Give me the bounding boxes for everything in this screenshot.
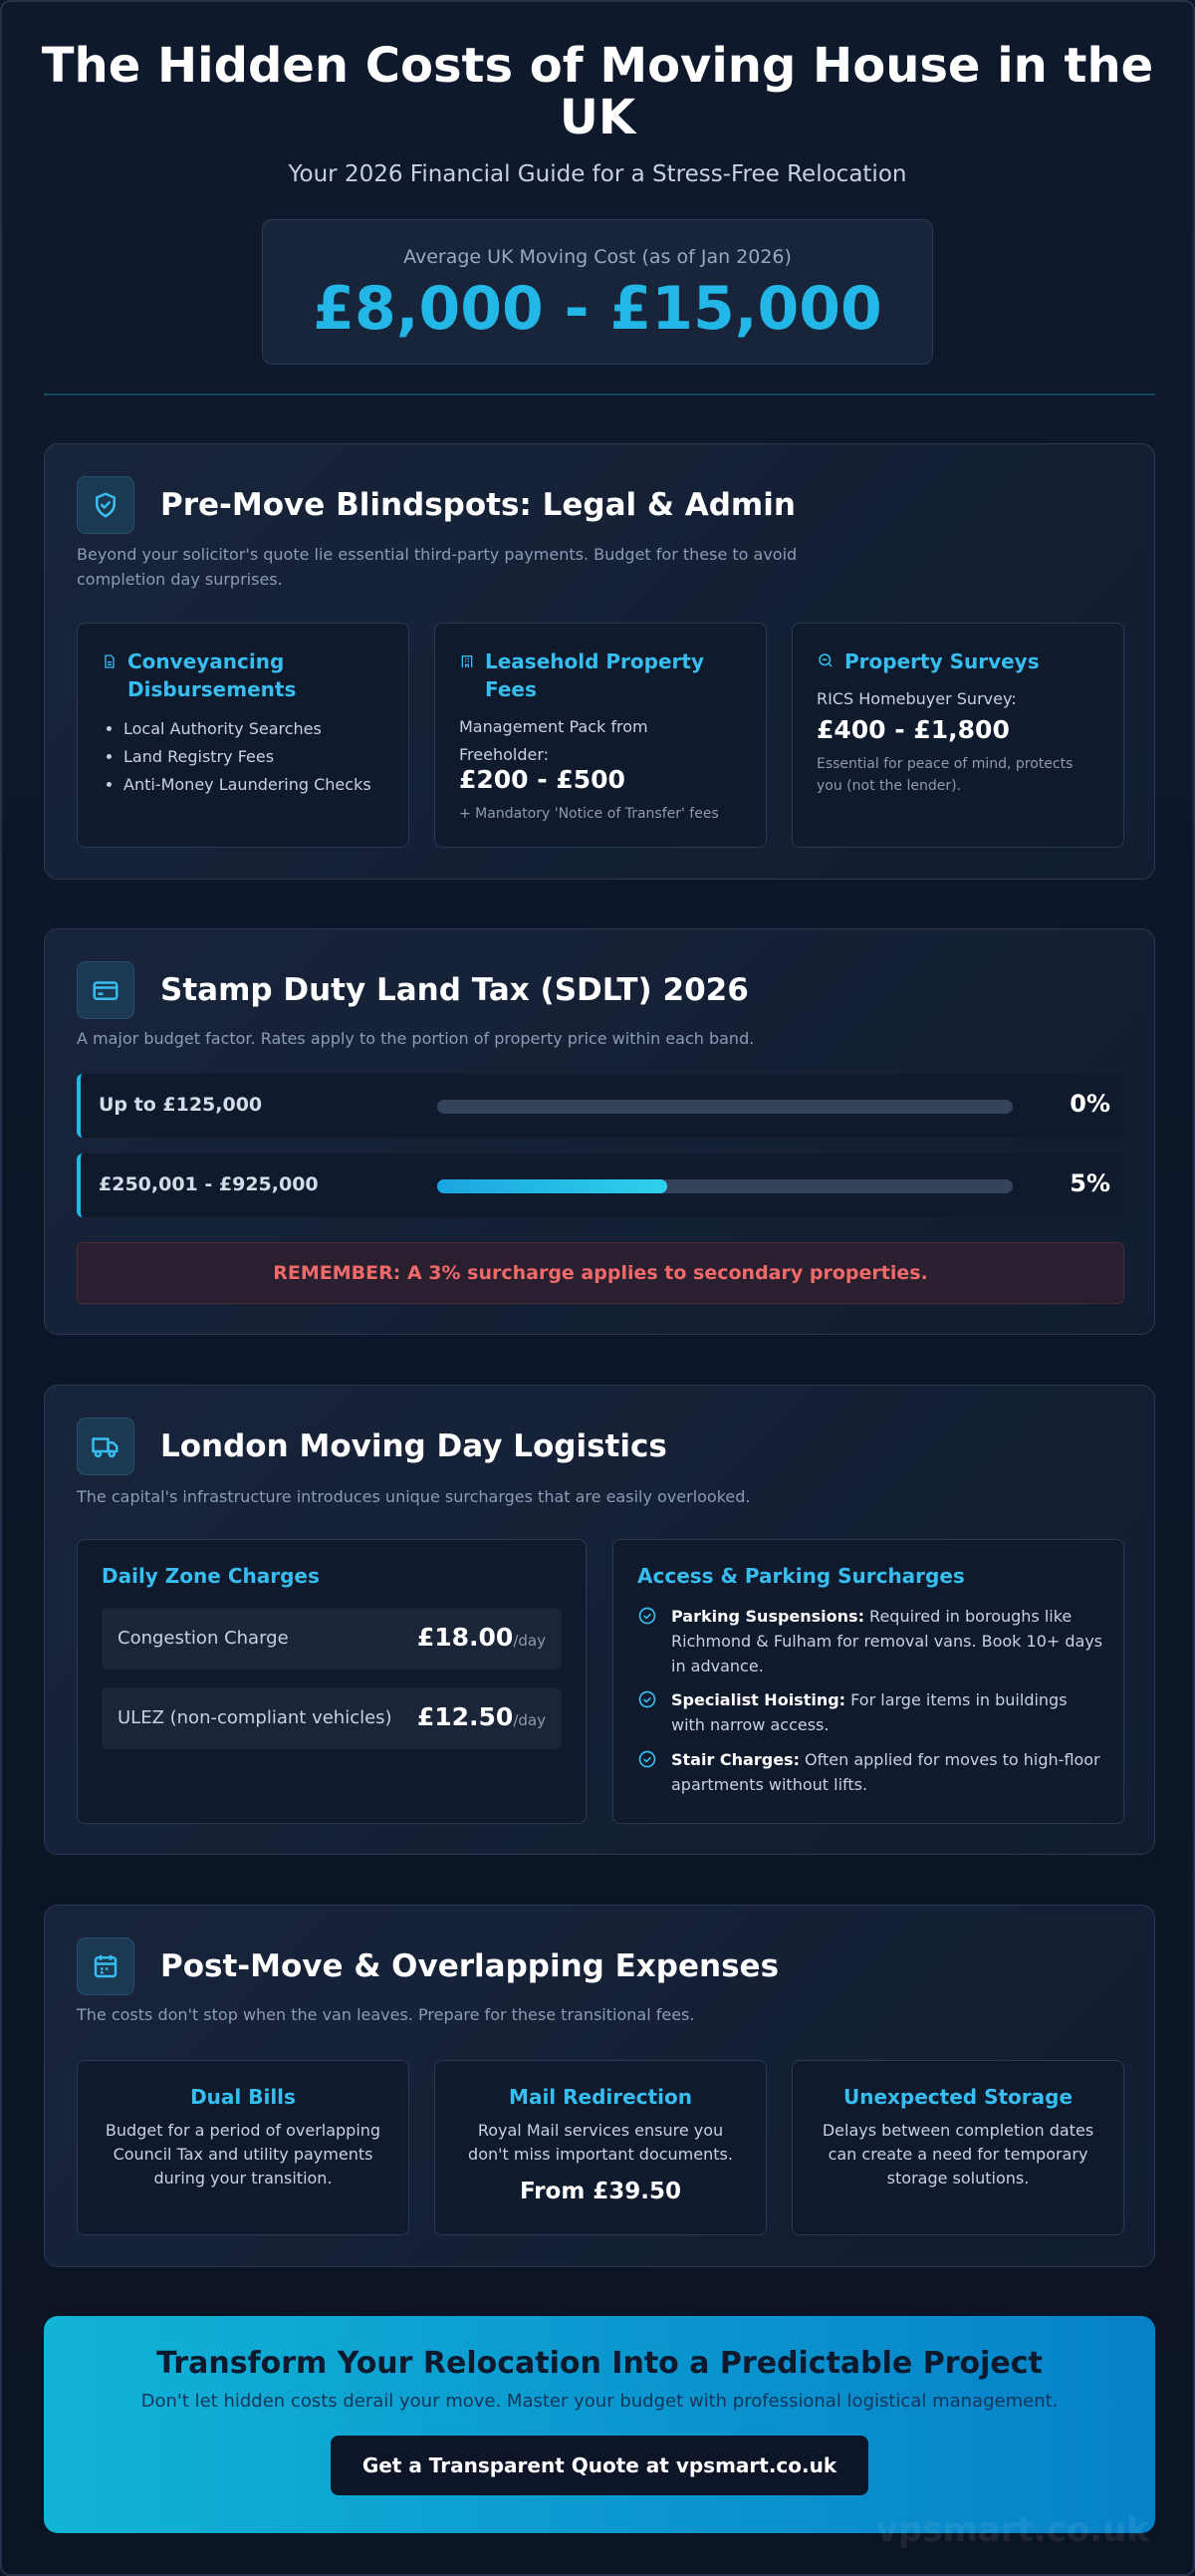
cta-banner — [44, 2316, 1155, 2533]
leasehold-price: £200 - £500 — [459, 765, 625, 794]
mail-redirection-card — [434, 2060, 767, 2235]
london-desc: The capital's infrastructure introduces unique surcharges that are easily overlooked. — [77, 1487, 751, 1506]
premove-title: Pre-Move Blindspots: Legal & Admin — [160, 487, 796, 523]
shield-check-icon — [77, 476, 134, 534]
watermark: vpsmart.co.uk — [875, 2510, 1149, 2550]
postmove-desc: The costs don't stop when the van leaves. Prepare for these transitional fees. — [77, 2005, 695, 2024]
sdlt-desc: A major budget factor. Rates apply to the portion of property price within each band. — [77, 1029, 755, 1048]
list-item: • Land Registry Fees — [123, 743, 392, 771]
conveyancing-title: Conveyancing Disbursements — [127, 649, 297, 701]
surveys-price: £400 - £1,800 — [817, 715, 1010, 744]
surveys-title: Property Surveys — [844, 649, 1040, 673]
surcharge-warning: REMEMBER: A 3% surcharge applies to secondary properties. — [77, 1242, 1124, 1304]
magnify-icon — [817, 651, 835, 675]
zone-charges-title: Daily Zone Charges — [102, 1564, 320, 1588]
page-title: The Hidden Costs of Moving House in the UK — [41, 38, 1154, 145]
card-price: From £39.50 — [519, 2179, 682, 2204]
zone-name: Congestion Charge — [118, 1628, 289, 1649]
get-quote-button[interactable]: Get a Transparent Quote at vpsmart.co.uk — [331, 2436, 868, 2495]
card-icon — [77, 961, 134, 1019]
storage-card — [792, 2060, 1124, 2235]
page-subtitle: Your 2026 Financial Guide for a Stress-Free Relocation — [288, 161, 907, 187]
leasehold-title: Leasehold Property Fees — [485, 649, 704, 701]
hero — [2, 2, 1193, 365]
check-circle-icon — [637, 1606, 659, 1678]
cta-title: Transform Your Relocation Into a Predictable Project — [156, 2346, 1043, 2381]
conveyancing-list — [123, 715, 392, 799]
leasehold-note: + Mandatory 'Notice of Transfer' fees — [459, 806, 719, 822]
conveyancing-card — [77, 623, 409, 848]
list-item: • Local Authority Searches — [123, 715, 392, 743]
leasehold-card — [434, 623, 767, 848]
check-circle-icon — [637, 1689, 659, 1737]
surveys-note: Essential for peace of mind, protects you (not the lender). — [817, 756, 1074, 794]
sdlt-band-row — [77, 1074, 1124, 1138]
band-label: £250,001 - £925,000 — [99, 1173, 319, 1195]
sdlt-section — [44, 928, 1155, 1335]
card-title: Dual Bills — [190, 2085, 296, 2109]
surveys-text: RICS Homebuyer Survey: — [817, 689, 1017, 708]
access-surcharges-card — [612, 1539, 1124, 1824]
card-text: Budget for a period of overlapping Council Tax and utility payments during your transition. — [105, 2121, 381, 2188]
band-rate: 5% — [1070, 1169, 1110, 1197]
zone-price: £18.00/day — [416, 1623, 546, 1652]
calendar-icon — [77, 1937, 134, 1995]
truck-icon — [77, 1417, 134, 1475]
premove-section — [44, 443, 1155, 880]
average-cost-value: £8,000 - £15,000 — [313, 274, 882, 344]
surveys-card — [792, 623, 1124, 848]
band-bar-fill — [437, 1179, 667, 1193]
band-bar-track — [437, 1100, 1013, 1114]
card-title: Unexpected Storage — [842, 2085, 1074, 2109]
cta-desc: Don't let hidden costs derail your move. Master your budget with professional logistical management. — [140, 2391, 1059, 2412]
average-cost-label: Average UK Moving Cost (as of Jan 2026) — [403, 246, 792, 268]
zone-price: £12.50/day — [416, 1702, 546, 1731]
sdlt-title: Stamp Duty Land Tax (SDLT) 2026 — [160, 972, 749, 1008]
divider — [44, 393, 1155, 395]
postmove-title: Post-Move & Overlapping Expenses — [160, 1948, 780, 1984]
postmove-section — [44, 1905, 1155, 2267]
band-rate: 0% — [1070, 1090, 1110, 1118]
list-item: Specialist Hoisting: For large items in buildings with narrow access. — [637, 1687, 1105, 1737]
zone-row — [102, 1608, 562, 1670]
sdlt-band-row — [77, 1154, 1124, 1217]
list-item: • Anti-Money Laundering Checks — [123, 771, 392, 799]
list-item: Parking Suspensions: Required in boroughs like Richmond & Fulham for removal vans. Book 10+ days in advance. — [637, 1604, 1105, 1678]
document-icon — [102, 653, 118, 703]
zone-charges-card — [77, 1539, 587, 1824]
london-section — [44, 1385, 1155, 1855]
dual-bills-card — [77, 2060, 409, 2235]
band-bar-track — [437, 1179, 1013, 1193]
leasehold-text: Management Pack from Freeholder: — [459, 717, 648, 764]
building-icon — [459, 653, 475, 703]
card-text: Delays between completion dates can create a need for temporary storage solutions. — [822, 2121, 1094, 2188]
list-item: Stair Charges: Often applied for moves to high-floor apartments without lifts. — [637, 1747, 1105, 1797]
band-label: Up to £125,000 — [99, 1094, 263, 1116]
london-title: London Moving Day Logistics — [160, 1428, 667, 1464]
check-circle-icon — [637, 1749, 659, 1797]
premove-desc: Beyond your solicitor's quote lie essential third-party payments. Budget for these to avoid completion day surprises. — [77, 545, 798, 589]
zone-name: ULEZ (non-compliant vehicles) — [118, 1707, 392, 1728]
card-text: Royal Mail services ensure you don't miss important documents. — [468, 2121, 733, 2164]
zone-row — [102, 1687, 562, 1749]
card-title: Mail Redirection — [509, 2085, 692, 2109]
average-cost-box — [262, 219, 933, 365]
access-surcharges-title: Access & Parking Surcharges — [637, 1564, 965, 1588]
